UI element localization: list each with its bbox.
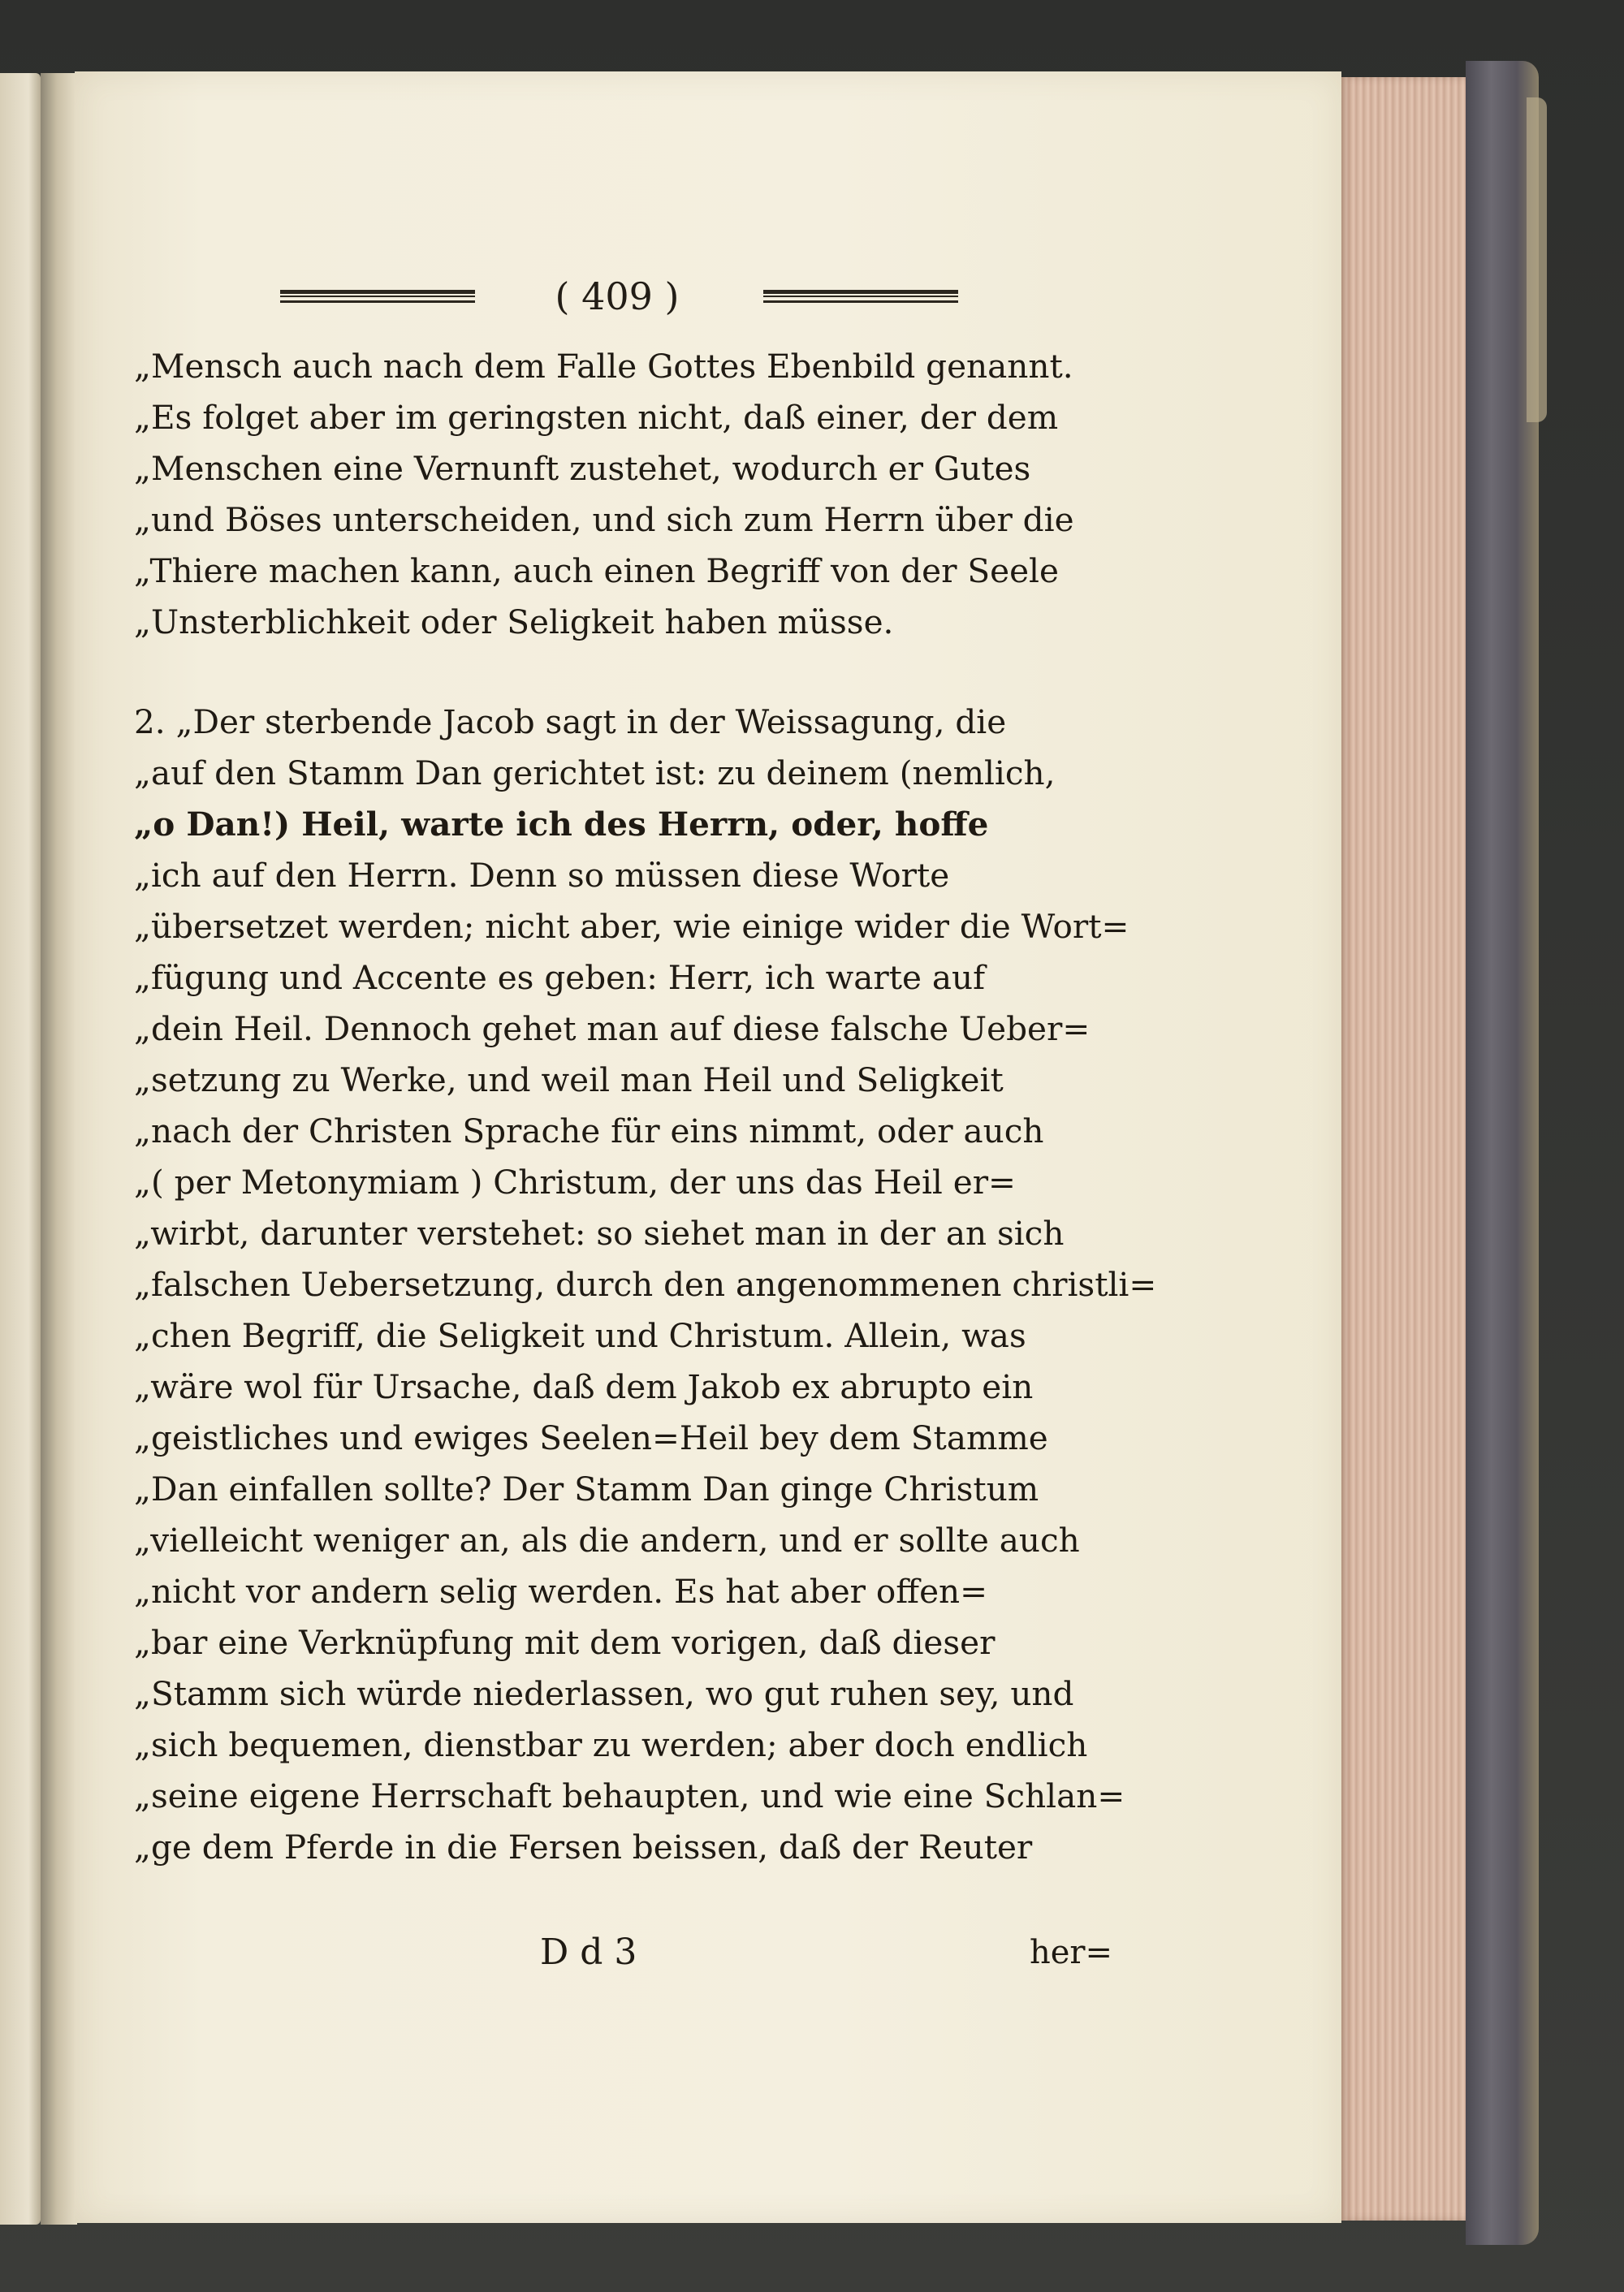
- cover-wear: [1527, 97, 1547, 422]
- text-line: „auf den Stamm Dan gerichtet ist: zu deinem (nemlich,: [134, 753, 1056, 792]
- header-rule-left: [280, 290, 475, 303]
- text-line: „o Dan!) Heil, warte ich des Herrn, oder, hoffe: [134, 805, 989, 844]
- page-number: ( 409 ): [555, 274, 680, 318]
- text-line: „setzung zu Werke, und weil man Heil und Seligkeit: [134, 1060, 1004, 1099]
- text-line: „( per Metonymiam ) Christum, der uns das Heil er=: [134, 1163, 1016, 1202]
- text-line: 2. „Der sterbende Jacob sagt in der Weissagung, die: [134, 702, 1007, 741]
- text-line: „übersetzet werden; nicht aber, wie einige wider die Wort=: [134, 907, 1129, 946]
- text-line: „Menschen eine Vernunft zustehet, wodurch er Gutes: [134, 449, 1031, 488]
- text-line: „Stamm sich würde niederlassen, wo gut ruhen sey, und: [134, 1674, 1074, 1713]
- text-line: „chen Begriff, die Seligkeit und Christum. Allein, was: [134, 1316, 1026, 1355]
- text-line: „seine eigene Herrschaft behaupten, und wie eine Schlan=: [134, 1776, 1125, 1815]
- text-line: „vielleicht weniger an, als die andern, und er sollte auch: [134, 1521, 1080, 1560]
- text-line: „nach der Christen Sprache für eins nimmt, oder auch: [134, 1111, 1044, 1150]
- book-gutter: [41, 73, 77, 2225]
- text-line: „geistliches und ewiges Seelen=Heil bey dem Stamme: [134, 1418, 1048, 1457]
- text-line: „ich auf den Herrn. Denn so müssen diese Worte: [134, 856, 950, 895]
- facing-page-edge: [0, 73, 41, 2225]
- text-line: „fügung und Accente es geben: Herr, ich warte auf: [134, 958, 986, 997]
- text-line: „bar eine Verknüpfung mit dem vorigen, daß dieser: [134, 1623, 996, 1662]
- text-line: „Thiere machen kann, auch einen Begriff von der Seele: [134, 551, 1059, 590]
- text-line: „falschen Uebersetzung, durch den angenommenen christli=: [134, 1265, 1157, 1304]
- text-line: „und Böses unterscheiden, und sich zum Herrn über die: [134, 500, 1074, 539]
- text-line: „Dan einfallen sollte? Der Stamm Dan ginge Christum: [134, 1470, 1039, 1509]
- text-line: „sich bequemen, dienstbar zu werden; aber doch endlich: [134, 1725, 1088, 1764]
- text-line: „wäre wol für Ursache, daß dem Jakob ex abrupto ein: [134, 1367, 1034, 1406]
- text-line: „Unsterblichkeit oder Seligkeit haben müsse.: [134, 602, 894, 641]
- text-line: „nicht vor andern selig werden. Es hat aber offen=: [134, 1572, 988, 1611]
- text-line: „Mensch auch nach dem Falle Gottes Ebenbild genannt.: [134, 347, 1073, 386]
- body-text: [134, 341, 1157, 1873]
- catchword: her=: [1030, 1934, 1113, 1971]
- page-block-edges: [1341, 77, 1471, 2221]
- text-line: „ge dem Pferde in die Fersen beissen, daß der Reuter: [134, 1828, 1033, 1867]
- text-line: „dein Heil. Dennoch gehet man auf diese falsche Ueber=: [134, 1009, 1091, 1048]
- text-line: „Es folget aber im geringsten nicht, daß einer, der dem: [134, 398, 1059, 437]
- text-line: „wirbt, darunter verstehet: so siehet man in der an sich: [134, 1214, 1065, 1253]
- page-header: [276, 272, 974, 321]
- signature-mark: D d 3: [540, 1932, 637, 1973]
- paragraph-gap: [134, 648, 1108, 697]
- header-rule-right: [763, 290, 958, 303]
